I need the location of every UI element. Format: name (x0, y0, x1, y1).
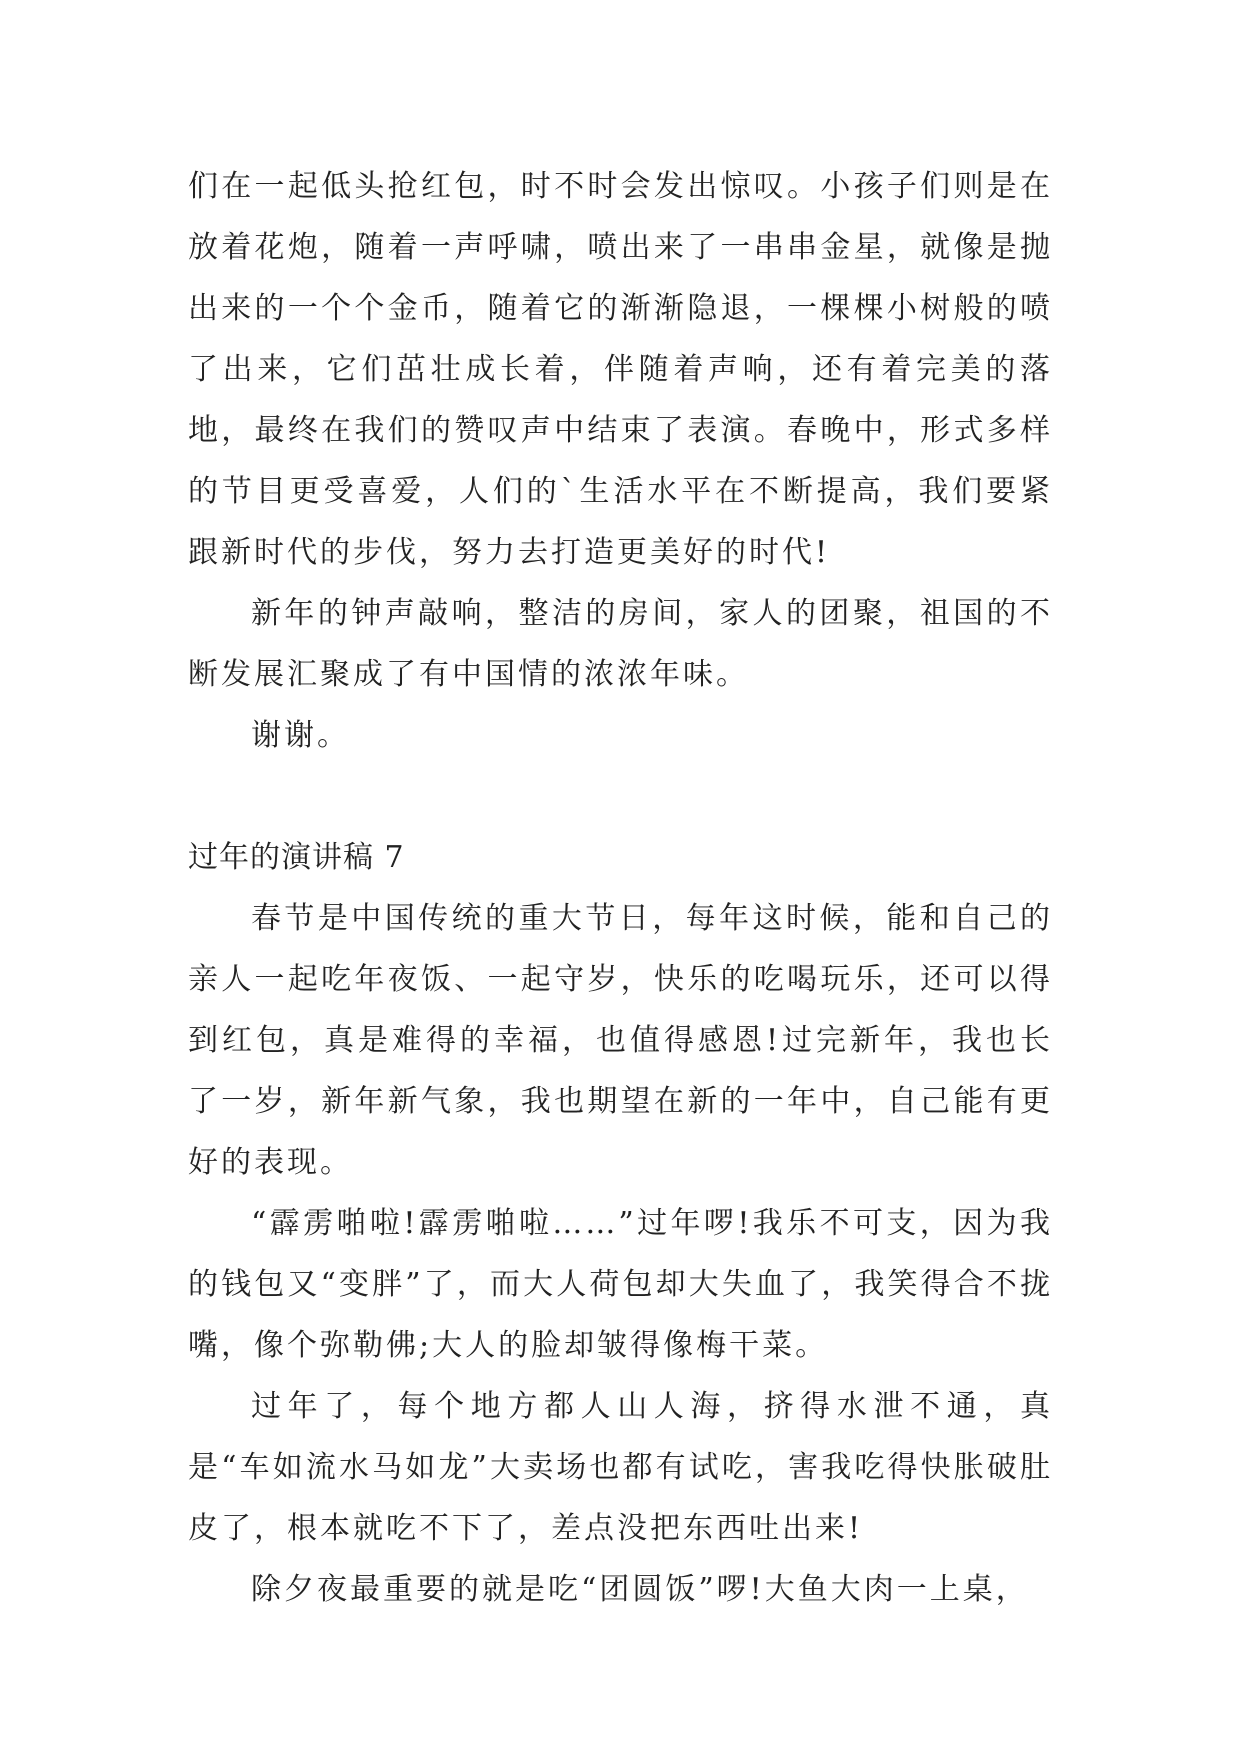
paragraph-crowds: 过年了，每个地方都人山人海，挤得水泄不通，真是“车如流水马如龙”大卖场也都有试吃，害我吃得快胀破肚皮了，根本就吃不下了，差点没把东西吐出来! (188, 1389, 1053, 1546)
paragraph-reunion-dinner: 除夕夜最重要的就是吃“团圆饭”啰!大鱼大肉一上桌， (251, 1572, 1029, 1607)
paragraph-thanks: 谢谢。 (251, 718, 350, 753)
paragraph-spring-festival: 春节是中国传统的重大节日，每年这时候，能和自己的亲人一起吃年夜饭、一起守岁，快乐的吃喝玩乐，还可以得到红包，真是难得的幸福，也值得感恩!过完新年，我也长了一岁，新年新气象，我也期望在新的一年中，自己能有更好的表现。 (188, 901, 1053, 1180)
section-gap (188, 766, 1053, 827)
paragraph-continued: 们在一起低头抢红包，时不时会发出惊叹。小孩子们则是在放着花炮，随着一声呼啸，喷出来了一串串金星，就像是抛出来的一个个金币，随着它的渐渐隐退，一棵棵小树般的喷了出来，它们茁壮成长着，伴随着声响，还有着完美的落地，最终在我们的赞叹声中结束了表演。春晚中，形式多样的节目更受喜爱，人们的`生活水平在不断提高，我们要紧跟新时代的步伐，努力去打造更美好的时代! (188, 169, 1053, 570)
document-body (188, 156, 1053, 1620)
section-title: 过年的演讲稿 7 (188, 840, 405, 875)
paragraph-firecrackers: “霹雳啪啦!霹雳啪啦……”过年啰!我乐不可支，因为我的钱包又“变胖”了，而大人荷包却大失血了，我笑得合不拢嘴，像个弥勒佛;大人的脸却皱得像梅干菜。 (188, 1206, 1053, 1363)
paragraph-new-year-bell: 新年的钟声敲响，整洁的房间，家人的团聚，祖国的不断发展汇聚成了有中国情的浓浓年味。 (188, 596, 1053, 692)
